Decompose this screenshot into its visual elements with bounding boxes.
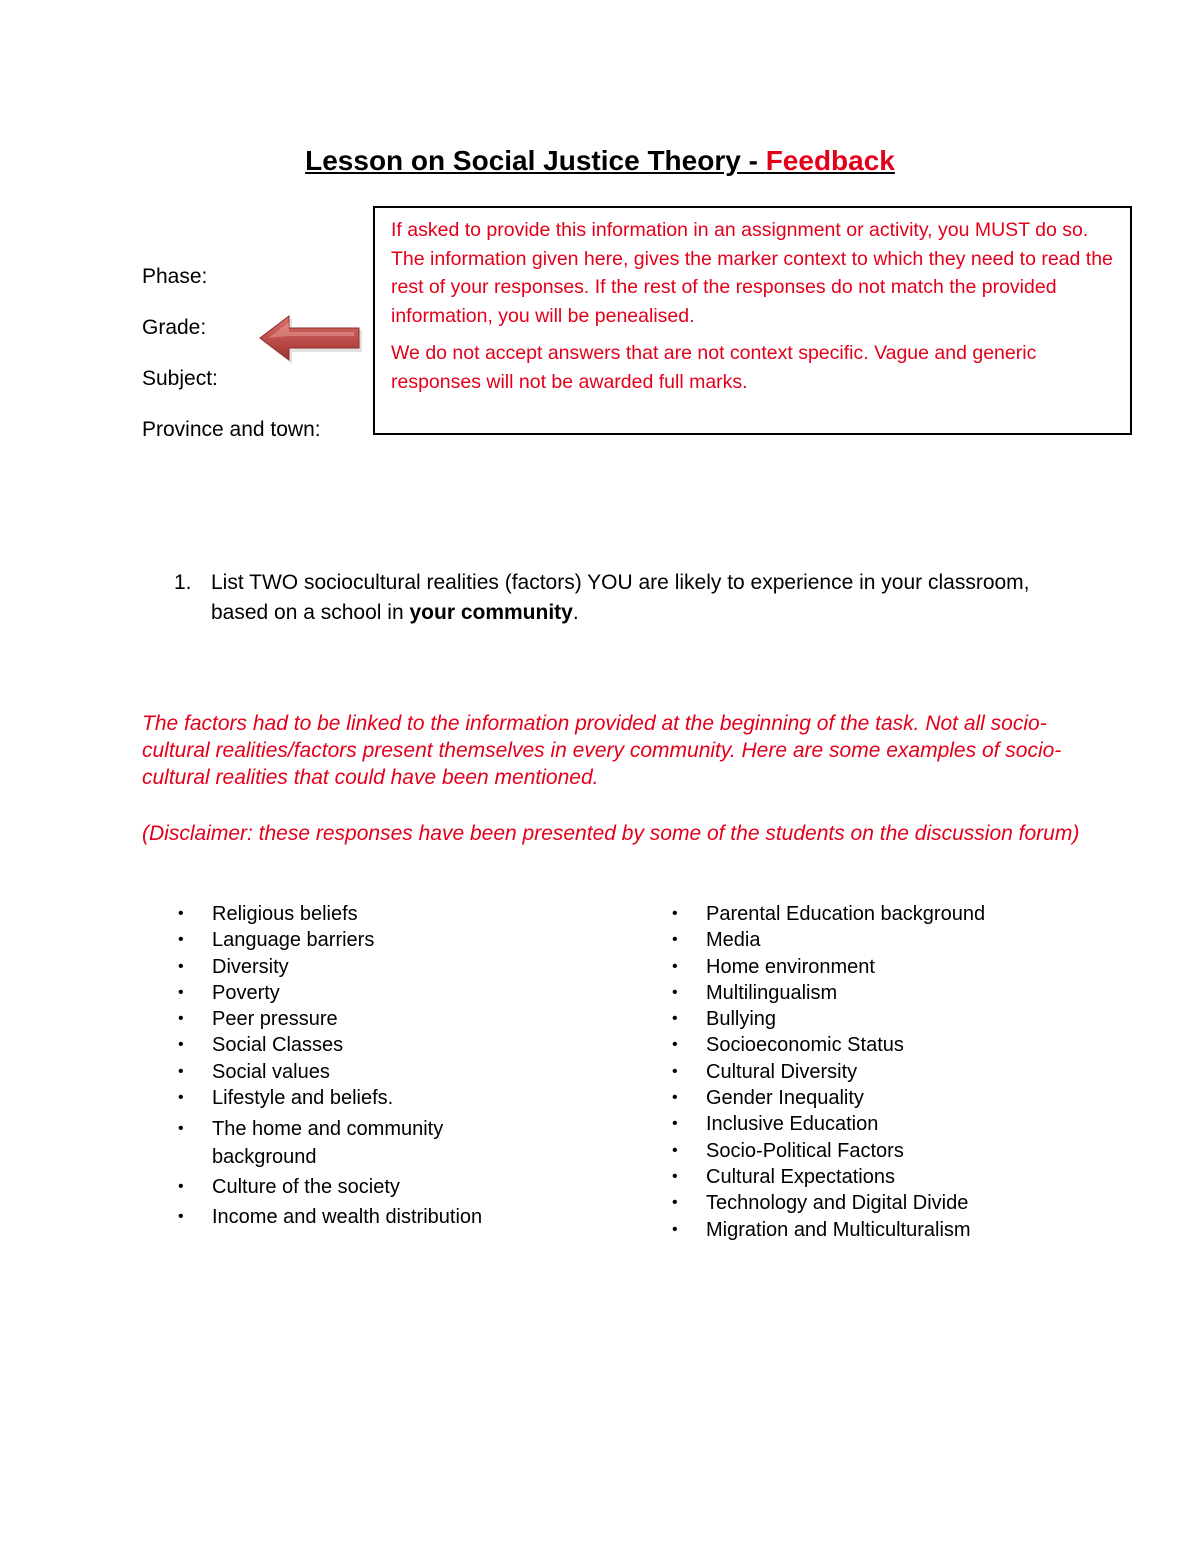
list-item: • Language barriers: [176, 928, 536, 952]
title-main: Lesson on Social Justice Theory -: [305, 145, 766, 176]
question-text: [211, 568, 1054, 628]
list-item: • Social Classes: [176, 1033, 536, 1057]
question-text-end: .: [572, 601, 579, 624]
list-item: • Social values: [176, 1060, 536, 1084]
list-item: • Socioeconomic Status: [670, 1033, 1070, 1057]
list-item: • Technology and Digital Divide: [670, 1191, 1070, 1215]
field-subject: Subject:: [142, 367, 218, 390]
list-item: • Lifestyle and beliefs.: [176, 1086, 536, 1110]
list-item: • Parental Education background: [670, 902, 1070, 926]
notice-paragraph-2: We do not accept answers that are not context specific. Vague and generic responses will not be awarded full marks.: [391, 342, 1037, 393]
feedback-paragraph: The factors had to be linked to the information provided at the beginning of the task. Not all socio-cultural realities/factors present themselves in every community. Here are some examples of socio-cultural realities that could have been mentioned.: [142, 712, 1062, 789]
left-arrow-icon: [258, 314, 366, 364]
field-grade: Grade:: [142, 316, 207, 339]
list-item: • The home and community background: [176, 1115, 536, 1171]
feedback-section: [142, 710, 1082, 876]
list-item: • Multilingualism: [670, 981, 1070, 1005]
list-item: • Socio-Political Factors: [670, 1139, 1070, 1163]
list-item: • Income and wealth distribution: [176, 1205, 536, 1229]
list-item: • Poverty: [176, 981, 536, 1005]
context-fields: [142, 262, 321, 466]
question-number: 1.: [174, 571, 192, 594]
factors-list-left: [176, 902, 536, 1231]
factors-list-right: [670, 902, 1070, 1244]
field-province-town: Province and town:: [142, 418, 321, 441]
list-item: • Gender Inequality: [670, 1086, 1070, 1110]
document-title: [0, 144, 1200, 178]
question-text-start: List TWO sociocultural realities (factors) YOU are likely to experience in your classroom, based on a school in: [211, 571, 1030, 624]
notice-paragraph-1: If asked to provide this information in an assignment or activity, you MUST do so. The information given here, gives the marker context to which they need to read the rest of your responses. If the rest of the responses do not match the provided information, you will be penealised.: [391, 219, 1113, 327]
list-item: • Peer pressure: [176, 1007, 536, 1031]
list-item: • Cultural Diversity: [670, 1060, 1070, 1084]
list-item: • Cultural Expectations: [670, 1165, 1070, 1189]
list-item: • Bullying: [670, 1007, 1070, 1031]
field-phase: Phase:: [142, 265, 208, 288]
list-item: • Migration and Multiculturalism: [670, 1218, 1070, 1242]
notice-box: [373, 206, 1132, 435]
list-item: • Inclusive Education: [670, 1112, 1070, 1136]
list-item: • Diversity: [176, 955, 536, 979]
list-item: • Media: [670, 928, 1070, 952]
list-item: • Culture of the society: [176, 1175, 536, 1199]
title-highlight: Feedback: [765, 145, 895, 176]
feedback-disclaimer: (Disclaimer: these responses have been presented by some of the students on the discussion forum): [142, 822, 1080, 845]
list-item: • Religious beliefs: [176, 902, 536, 926]
question-1: [174, 568, 1054, 628]
list-item: • Home environment: [670, 955, 1070, 979]
question-bold: your community: [409, 601, 573, 624]
